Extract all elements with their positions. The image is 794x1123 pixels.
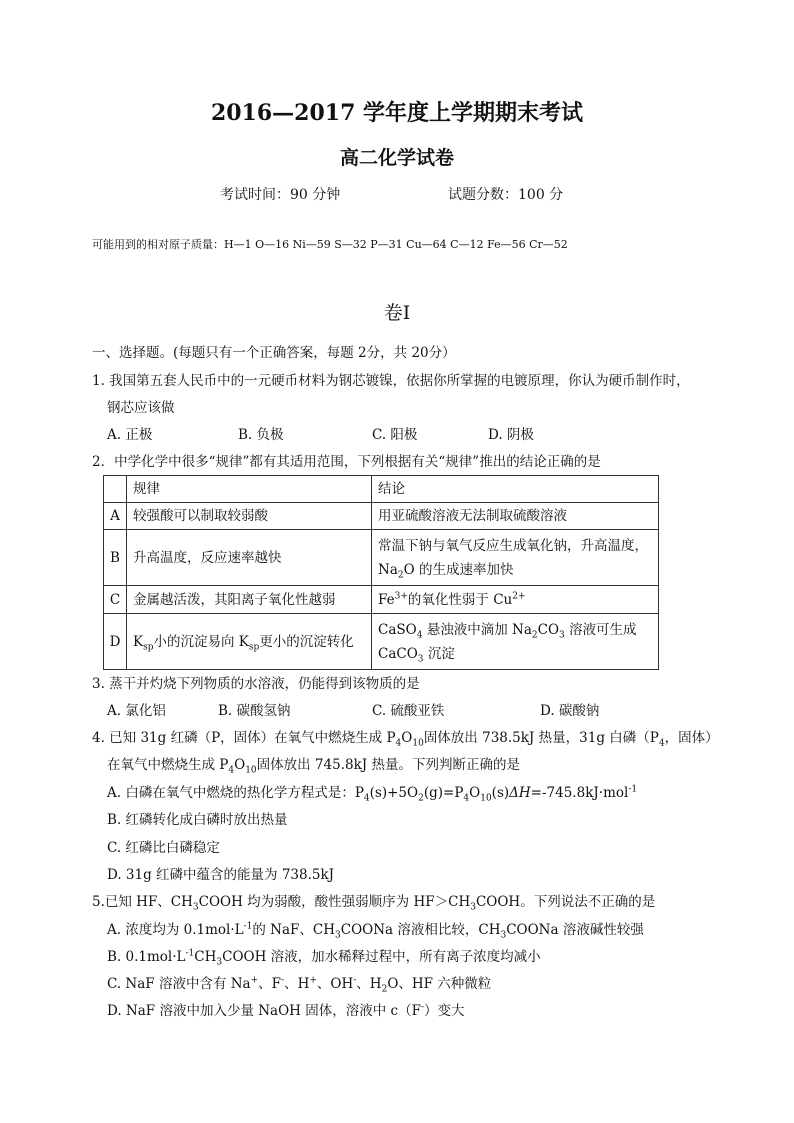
table-row: [104, 614, 659, 670]
q1-stem-line1: 1. 我国第五套人民币中的一元硬币材料为钢芯镀镍，依据你所掌握的电镀原理，你认为硬币制作时，: [92, 373, 690, 389]
conclusion-cell: [372, 530, 659, 586]
row-key: D: [104, 614, 127, 670]
q3-option-d: D. 碳酸钠: [540, 703, 600, 719]
conclusion-cell: $Fe^{3+}$的氧化性弱于 $Cu^{2+}$: [372, 586, 659, 614]
conclusion-cell: [372, 614, 659, 670]
q4-option-c: C. 红磷比白磷稳定: [107, 840, 220, 856]
conclusion-line: CaCO$_3$ 沉淀: [378, 645, 455, 665]
atomic-masses: 可能用到的相对原子质量：H—1 O—16 Ni—59 S—32 P—31 Cu—64 C—12 Fe—56 Cr—52: [92, 238, 568, 251]
q1-option-d: D. 阴极: [488, 427, 534, 443]
conclusion-line: $Na_2O$ 的生成速率加快: [378, 561, 514, 581]
q5-option-c: C. NaF 溶液中含有 Na+、F-、H+、OH-、$H_2O$、HF 六种微粒: [107, 975, 492, 995]
section-heading: 一、选择题。(每题只有一个正确答案，每题 2分，共 20分）: [92, 345, 456, 361]
q1-option-b: B. 负极: [238, 427, 284, 443]
q5-option-b: B. $0.1mol\cdot L^{-1}CH_3COOH$ 溶液，加水稀释过程中，所有离子浓度均减小: [107, 948, 541, 968]
q3-option-a: A. 氯化铝: [107, 703, 166, 719]
q4-option-d: D. 31g 红磷中蕴含的能量为 738.5kJ: [107, 867, 335, 883]
q1-option-a: A. 正极: [107, 427, 153, 443]
q2-stem: 2．中学化学中很多“规律”都有其适用范围，下列根据有关“规律”推出的结论正确的是: [92, 454, 601, 470]
table-header: 规律: [127, 476, 372, 503]
row-key: C: [104, 586, 127, 614]
row-key: A: [104, 503, 127, 530]
q4-stem-line2: 在氧气中燃烧生成 $P_4O_{10}$固体放出 745.8kJ 热量。下列判断正确的是: [107, 757, 520, 776]
table-row: [104, 530, 659, 586]
conclusion-cell: 用亚硫酸溶液无法制取硫酸溶液: [372, 503, 659, 530]
rule-cell: $K_{sp}$小的沉淀易向 $K_{sp}$更小的沉淀转化: [127, 614, 372, 670]
q5-option-d: D. NaF 溶液中加入少量 NaOH 固体，溶液中 c（F-）变大: [107, 1002, 465, 1019]
row-key: B: [104, 530, 127, 586]
rule-cell: 金属越活泼，其阳离子氧化性越弱: [127, 586, 372, 614]
q3-option-c: C. 硫酸亚铁: [372, 703, 445, 719]
exam-score: 试题分数：100 分: [448, 187, 564, 203]
q4-option-b: B. 红磷转化成白磷时放出热量: [107, 812, 288, 828]
conclusion-line: 常温下钠与氧气反应生成氧化钠，升高温度，: [378, 537, 648, 554]
q5-stem: 5.已知 HF、$CH_3COOH$ 均为弱酸，酸性强弱顺序为 $HF>CH_3COOH$。下列说法不正确的是: [92, 894, 656, 913]
table-header: 结论: [372, 476, 659, 503]
volume-label: 卷Ⅰ: [383, 302, 411, 324]
q4-option-a: A. 白磷在氧气中燃烧的热化学方程式是：$P_4(s)+5O_2(g)=P_4O_{10}(s)\Delta H=-745.8kJ\cdot mol^{-1}$: [107, 784, 638, 804]
q5-option-a: A. 浓度均为 $0.1mol\cdot L^{-1}$的 NaF、$CH_3COONa$ 溶液相比较，$CH_3COONa$ 溶液碱性较强: [107, 921, 644, 941]
q3-option-b: B. 碳酸氢钠: [218, 703, 291, 719]
table-row: [104, 586, 659, 614]
q4-stem-line1: 4. 已知 31g 红磷（P，固体）在氧气中燃烧生成 $P_4O_{10}$固体放出 738.5kJ 热量，31g 白磷（$P_4$，固体）: [92, 730, 719, 749]
exam-time: 考试时间：90 分钟: [220, 187, 341, 203]
table-header-row: [104, 476, 659, 503]
exam-title: 2016—2017 学年度上学期期末考试: [210, 100, 584, 126]
table-row: [104, 503, 659, 530]
q3-stem: 3. 蒸干并灼烧下列物质的水溶液，仍能得到该物质的是: [92, 676, 420, 692]
conclusion-line: CaSO$_4$ 悬浊液中滴加 $Na_2CO_3$ 溶液可生成: [378, 621, 637, 641]
rule-cell: 较强酸可以制取较弱酸: [127, 503, 372, 530]
rule-cell: 升高温度，反应速率越快: [127, 530, 372, 586]
table-cell: [104, 476, 127, 503]
exam-subtitle: 高二化学试卷: [339, 147, 454, 169]
rules-table: [103, 475, 659, 670]
q1-option-c: C. 阳极: [372, 427, 418, 443]
q1-stem-line2: 钢芯应该做: [107, 400, 175, 416]
